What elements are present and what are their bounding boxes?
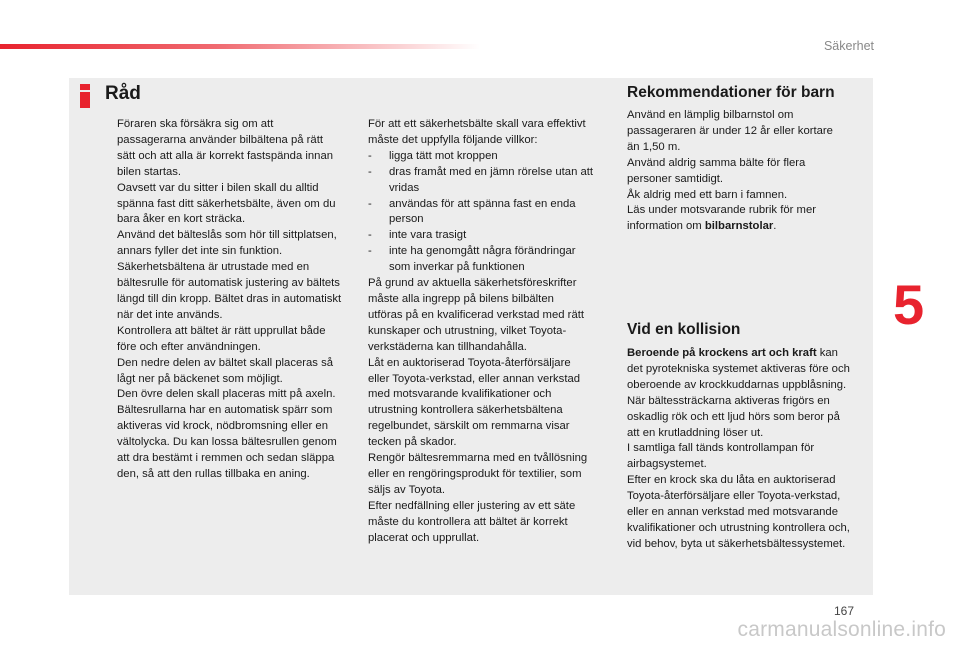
children-title: Rekommendationer för barn [627, 84, 835, 101]
text-line: Bältesrullarna har en automatisk spärr som [117, 404, 333, 417]
bullet-text: ligga tätt mot kroppen [389, 149, 498, 162]
bullet-continuation: som inverkar på funktionen [389, 261, 525, 274]
bullet-dash: - [368, 197, 372, 210]
text-span: information om [627, 220, 705, 233]
text-line: bara åker en kort sträcka. [117, 213, 246, 226]
text-line: före och efter användningen. [117, 340, 261, 353]
text-line: utrustning kontrollera säkerhetsbältena [368, 404, 563, 417]
watermark: carmanualsonline.info [737, 618, 946, 641]
text-line: Använd en lämplig bilbarnstol om [627, 109, 794, 121]
text-line: tecken på skador. [368, 436, 457, 449]
bullet-item [368, 228, 593, 244]
bold-lead: Beroende på krockens art och kraft [627, 347, 817, 359]
text-line: måste det uppfylla följande villkor: [368, 133, 538, 146]
text-line: Efter en krock ska du låta en auktoriserad [627, 474, 836, 487]
bullet-item [368, 197, 593, 213]
text-line: Efter nedfällning eller justering av ett säte [368, 499, 576, 512]
bullet-dash: - [368, 245, 372, 258]
text-line: Läs under motsvarande rubrik för mer [627, 204, 816, 217]
text-line: regelbundet, särskilt om remmarna visar [368, 420, 570, 433]
text-line: I samtliga fall tänds kontrollampan för [627, 442, 815, 455]
text-line: lågt ner på bäckenet som möjligt. [117, 372, 283, 385]
section-title: Säkerhet [823, 39, 874, 53]
text-line: aktiveras vid krock, nödbromsning eller en [117, 420, 328, 433]
text-line: personer samtidigt. [627, 172, 724, 185]
text-line: verkstäderna kan tillhandahålla. [368, 340, 527, 353]
bullet-continuation: person [389, 213, 424, 226]
text-line: utföras på en kvalificerad verkstad med rätt [368, 308, 584, 321]
text-line: säljs av Toyota. [368, 483, 446, 496]
text-line: kunskaper och utrustning, vilket Toyota- [368, 324, 567, 337]
text-line: Använd det bälteslås som hör till sittplatsen, [117, 229, 337, 242]
advice-title: Råd [105, 83, 141, 104]
text-line: Den nedre delen av bältet skall placeras så [117, 356, 334, 369]
bullet-text: användas för att spänna fast en enda [389, 197, 576, 210]
collision-title: Vid en kollision [627, 321, 741, 338]
text-line: spänna fast ditt säkerhetsbälte, även om du [117, 197, 336, 210]
text-line: placerat och upprullat. [368, 531, 480, 544]
info-icon [77, 84, 93, 108]
text-line: airbagsystemet. [627, 458, 707, 471]
text-line: att en krutladdning löser ut. [627, 426, 764, 439]
text-line: Toyota-återförsäljare eller Toyota-verkstad, [627, 490, 841, 503]
text-line: vältolycka. Du kan lossa bältesrullen genom [117, 436, 337, 449]
text-line [627, 346, 850, 362]
header-accent-bar [0, 44, 480, 49]
text-line: annars fyller det inte sin funktion. [117, 245, 283, 258]
text-line: eller en annan verkstad med motsvarande [627, 506, 838, 519]
text-line: Säkerhetsbältena är utrustade med en [117, 261, 310, 274]
text-line: bilen startas. [117, 165, 182, 178]
collision-text [627, 346, 850, 553]
text-line: eller en rengöringsprodukt för textilier, som [368, 467, 582, 480]
text-line: oberoende av krockkuddarnas uppblåsning. [627, 378, 847, 391]
text-line: eller Toyota-verkstad, eller annan verkstad [368, 372, 581, 385]
bullet-dash: - [368, 229, 372, 242]
bold-reference: bilbarnstolar [704, 220, 774, 233]
text-line: Använd aldrig samma bälte för flera [627, 156, 806, 169]
chapter-number: 5 [893, 273, 925, 336]
text-line: oskadlig rök och ett ljud hörs som beror på [627, 410, 840, 423]
text-line: än 1,50 m. [627, 140, 681, 153]
text-line: måste alla ingrepp på bilens bilbälten [368, 292, 554, 305]
text-line: För att ett säkerhetsbälte skall vara effektivt [368, 118, 586, 130]
text-line: vid behov, byta ut säkerhetsbältessystemet. [627, 537, 846, 550]
text-line: Åk aldrig med ett barn i famnen. [627, 188, 788, 201]
text-line: det pyrotekniska systemet aktiveras före och [627, 362, 850, 375]
bullet-continuation: vridas [389, 181, 420, 194]
text-line: passagerarna använder bilbältena på rätt [117, 133, 323, 146]
page-number: 167 [833, 604, 854, 618]
text-line: Den övre delen skall placeras mitt på axeln. [117, 388, 336, 401]
text-line: att dra bestämt i remmen och sedan släppa [117, 452, 335, 465]
children-text [627, 108, 833, 235]
text-line: sätt och att alla är korrekt fastspända innan [117, 149, 334, 162]
bullet-text: dras framåt med en jämn rörelse utan att [389, 165, 594, 178]
text-line: med motsvarande kvalifikationer och [368, 388, 552, 401]
text-span: . [773, 220, 777, 233]
advice-column-1 [117, 117, 341, 483]
text-line: den, så att den rullas tillbaka en aning. [117, 467, 310, 480]
bullet-item [368, 165, 593, 181]
text-line [627, 219, 833, 235]
bullet-item [368, 149, 593, 165]
bullet-text: inte ha genomgått några förändringar [389, 245, 576, 258]
bullet-text: inte vara trasigt [389, 229, 467, 242]
text-line: kvalifikationer och utrustning kontrollera och, [627, 521, 850, 534]
text-line: Låt en auktoriserad Toyota-återförsäljare [368, 356, 571, 369]
text-span: kan [816, 347, 838, 359]
bullet-dash: - [368, 165, 372, 178]
text-line: passageraren är under 12 år eller kortare [627, 124, 833, 137]
text-line: bältesrulle för automatisk justering av bältets [117, 277, 340, 290]
text-line: På grund av aktuella säkerhetsföreskrifter [368, 277, 577, 290]
bullet-dash: - [368, 149, 372, 162]
text-line: Kontrollera att bältet är rätt upprullat både [117, 324, 326, 337]
text-line: När bältessträckarna aktiveras frigörs en [627, 394, 830, 407]
advice-column-2 [368, 117, 593, 546]
text-line: Oavsett var du sitter i bilen skall du alltid [117, 181, 319, 194]
text-line: Rengör bältesremmarna med en tvållösning [368, 452, 588, 465]
text-line: måste du kontrollera att bältet är korrekt [368, 515, 568, 528]
bullet-item [368, 244, 593, 260]
text-line: Föraren ska försäkra sig om att [117, 118, 274, 130]
text-line: när det inte används. [117, 308, 223, 321]
text-line: längd till din kropp. Bältet dras in automatiskt [117, 292, 342, 305]
